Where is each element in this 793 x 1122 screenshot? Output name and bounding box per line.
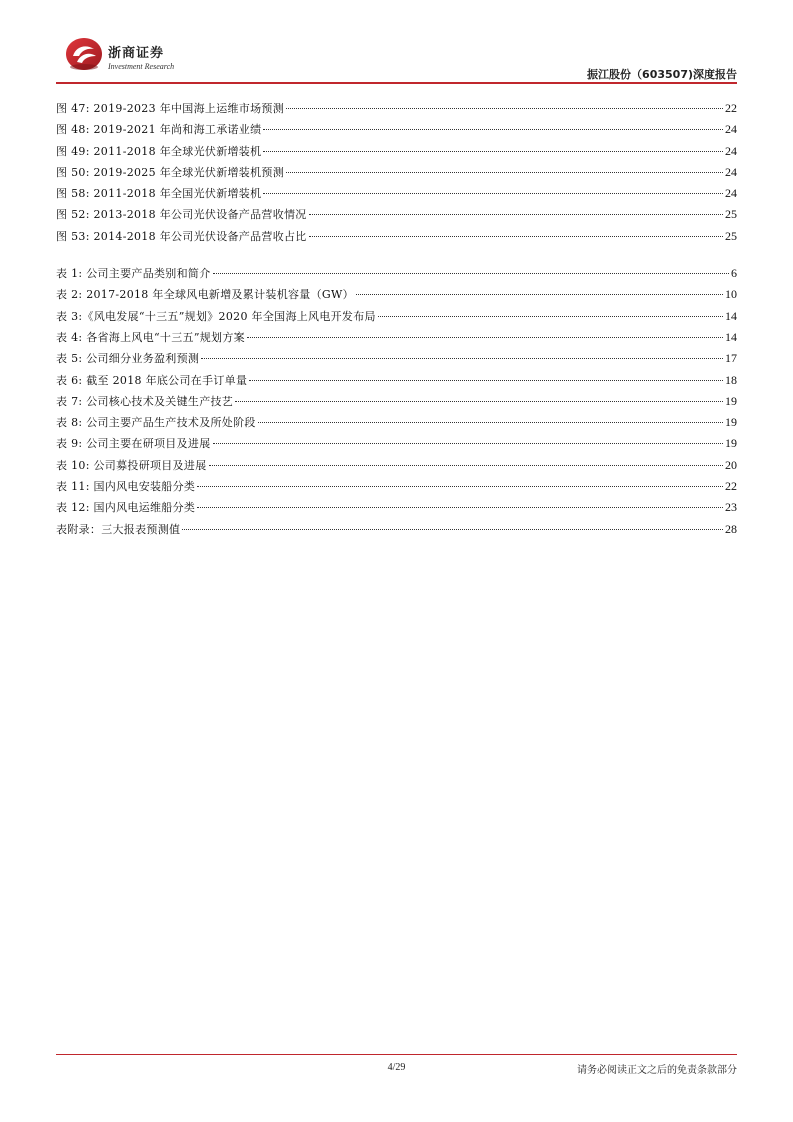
toc-entry-page: 25 [725, 228, 737, 243]
toc-entry-table-7[interactable] [56, 391, 737, 412]
toc-entry-label: 表 1: 公司主要产品类别和简介 [56, 267, 211, 281]
toc-entry-page: 6 [731, 266, 737, 281]
toc-entry-label: 表 7: 公司核心技术及关键生产技艺 [56, 394, 234, 408]
toc-entry-label: 表 6: 截至 2018 年底公司在手订单量 [56, 373, 248, 387]
dot-leader [247, 337, 723, 338]
toc-entry-label: 图 49: 2011-2018 年全球光伏新增装机 [56, 144, 262, 158]
toc-entry-page: 24 [725, 143, 737, 158]
toc-entry-page: 19 [725, 415, 737, 430]
toc-entry-label: 表 5: 公司细分业务盈利预测 [56, 352, 200, 366]
dot-leader [235, 401, 723, 402]
section-gap [56, 247, 737, 263]
toc-entry-table-appendix[interactable] [56, 519, 737, 540]
toc-entry-label: 表附录：三大报表预测值 [56, 522, 181, 536]
toc-entry-label: 表 4: 各省海上风电“十三五”规划方案 [56, 330, 245, 344]
toc-entry-label: 表 9: 公司主要在研项目及进展 [56, 437, 211, 451]
toc-entry-label: 图 52: 2013-2018 年公司光伏设备产品营收情况 [56, 208, 307, 222]
toc-entry-page: 24 [725, 186, 737, 201]
toc-entry-table-8[interactable] [56, 412, 737, 433]
dot-leader [309, 236, 723, 237]
toc-entry-page: 22 [725, 101, 737, 115]
toc-entry-page: 17 [725, 351, 737, 366]
toc-entry-table-10[interactable] [56, 455, 737, 476]
dot-leader [209, 465, 724, 466]
toc-entry-label: 表 12: 国内风电运维船分类 [56, 501, 196, 515]
toc-entry-label: 图 50: 2019-2025 年全球光伏新增装机预测 [56, 165, 284, 179]
toc-entry-figure-49[interactable] [56, 141, 737, 162]
toc-entry-table-2[interactable] [56, 284, 737, 305]
toc-entry-figure-58[interactable] [56, 183, 737, 204]
toc-entry-figure-52[interactable] [56, 204, 737, 225]
toc-entry-table-1[interactable] [56, 263, 737, 284]
toc-entry-label: 图 58: 2011-2018 年全国光伏新增装机 [56, 187, 262, 201]
toc-entry-table-12[interactable] [56, 497, 737, 518]
toc-entry-page: 24 [725, 164, 737, 179]
toc-entry-table-3[interactable] [56, 306, 737, 327]
header-divider [56, 82, 737, 84]
toc-entry-label: 图 48: 2019-2021 年尚和海工承诺业绩 [56, 123, 262, 137]
toc-entry-table-4[interactable] [56, 327, 737, 348]
toc-entry-table-11[interactable] [56, 476, 737, 497]
toc-entry-page: 28 [725, 521, 737, 536]
toc-entry-page: 22 [725, 479, 737, 494]
dot-leader [309, 214, 723, 215]
toc-entry-label: 表 11: 国内风电安装船分类 [56, 480, 196, 494]
toc-entry-figure-48[interactable] [56, 119, 737, 140]
toc-entry-page: 19 [725, 393, 737, 408]
table-of-contents [56, 98, 737, 540]
toc-entry-table-5[interactable] [56, 348, 737, 369]
page-header [0, 0, 793, 90]
toc-entry-page: 24 [725, 122, 737, 137]
dot-leader [197, 507, 723, 508]
table-list [56, 263, 737, 540]
toc-entry-label: 表 2: 2017-2018 年全球风电新增及累计装机容量（GW） [56, 288, 354, 302]
dot-leader [286, 172, 723, 173]
toc-entry-label: 图 47: 2019-2023 年中国海上运维市场预测 [56, 102, 284, 115]
brand-name: 浙商证券 [108, 46, 165, 61]
toc-entry-figure-50[interactable] [56, 162, 737, 183]
page-number: 4/29 [387, 1062, 406, 1073]
dot-leader [197, 486, 723, 487]
toc-entry-label: 图 53: 2014-2018 年公司光伏设备产品营收占比 [56, 229, 307, 243]
toc-entry-table-9[interactable] [56, 433, 737, 454]
toc-entry-label: 表 3:《风电发展“十三五”规划》2020 年全国海上风电开发布局 [56, 309, 376, 323]
figure-list [56, 98, 737, 247]
footer-divider [56, 1054, 737, 1055]
dot-leader [249, 380, 723, 381]
toc-entry-label: 表 10: 公司募投研项目及进展 [56, 458, 207, 472]
dot-leader [286, 108, 723, 109]
toc-entry-page: 14 [725, 329, 737, 344]
toc-entry-table-6[interactable] [56, 370, 737, 391]
brand-tagline: Investment Research [108, 62, 175, 71]
toc-entry-page: 23 [725, 500, 737, 515]
toc-entry-figure-53[interactable] [56, 226, 737, 247]
dot-leader [378, 316, 723, 317]
toc-entry-page: 18 [725, 372, 737, 387]
toc-entry-label: 表 8: 公司主要产品生产技术及所处阶段 [56, 416, 256, 430]
report-title: 振江股份（603507)深度报告 [587, 68, 737, 81]
dot-leader [213, 273, 730, 274]
dot-leader [356, 294, 723, 295]
dot-leader [263, 129, 723, 130]
dot-leader [263, 151, 723, 152]
dot-leader [182, 529, 723, 530]
toc-entry-page: 10 [725, 287, 737, 302]
toc-entry-page: 19 [725, 436, 737, 451]
zheshang-logo-icon [64, 36, 104, 72]
toc-entry-page: 14 [725, 308, 737, 323]
dot-leader [258, 422, 723, 423]
dot-leader [263, 193, 723, 194]
dot-leader [213, 443, 724, 444]
toc-entry-figure-47[interactable] [56, 98, 737, 119]
dot-leader [201, 358, 723, 359]
disclaimer-text: 请务必阅读正文之后的免责条款部分 [577, 1065, 737, 1076]
toc-entry-page: 20 [725, 457, 737, 472]
toc-entry-page: 25 [725, 207, 737, 222]
